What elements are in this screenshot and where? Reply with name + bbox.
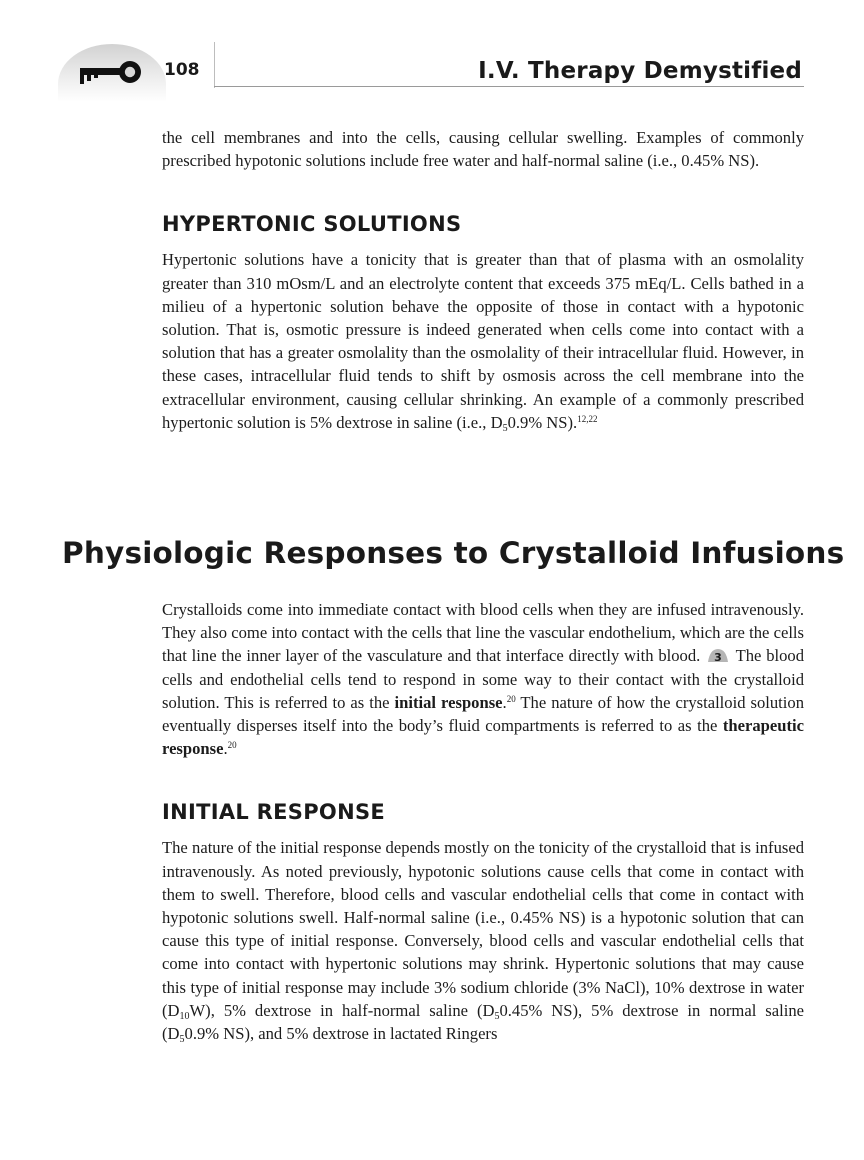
header-divider [214, 42, 215, 88]
subscript: 5 [494, 1010, 500, 1022]
subscript: 5 [502, 422, 508, 434]
hypertonic-text-end: 0.9% NS). [507, 412, 578, 432]
running-header [0, 0, 864, 110]
header-rule [214, 86, 804, 87]
page-number: 108 [164, 60, 200, 80]
marker-number: 3 [714, 651, 722, 665]
running-title: I.V. Therapy Demystified [478, 58, 802, 84]
reference-superscript: 20 [227, 740, 237, 751]
chapter-heading: Physiologic Responses to Crystalloid Infusions [62, 536, 845, 570]
reference-superscript: 12,22 [577, 413, 598, 424]
physio-paragraph: Crystalloids come into immediate contact with blood cells when they are infused intravenously. They also come into contact with the cells that line the vascular endothelium, which are the cells that line the inner layer of the vasculature and that interface directly with blood. 3 The blood cells and endothelial cells tend to respond in some way to their contact with the crystalloid solution. This is referred to as the initial response.$^{20}$ The nature of how the crystalloid solution eventually disperses itself into the body’s fluid compartments is referred to as the therapeutic response.$^{20}$ [162, 600, 804, 759]
content-top [162, 126, 804, 434]
hypertonic-paragraph [162, 248, 804, 434]
initial-text-4: 0.9% NS), and 5% dextrose in lactated Ringers [184, 1024, 498, 1044]
initial-text-2: W), 5% dextrose in half-normal saline (D [189, 1000, 495, 1020]
section-heading-initial-response: INITIAL RESPONSE [162, 800, 386, 825]
learning-marker [707, 648, 729, 665]
section-heading-hypertonic: HYPERTONIC SOLUTIONS [162, 212, 462, 237]
content-bottom [162, 598, 804, 1045]
physio-text-2: The blood cells and endothelial cells tend to respond in some way to their contact with the crystalloid solution. This is referred to as the [162, 646, 804, 712]
subscript: 10 [179, 1010, 190, 1022]
initial-text-1: The nature of the initial response depends mostly on the tonicity of the crystalloid that is infused intravenously. As noted previously, hypotonic solutions cause cells that come in contact with them to swell. Therefore, blood cells and vascular endothelial cells that come in contact with hypotonic solutions swell. Half-normal saline (i.e., 0.45% NS) is a hypotonic solution that can cause this type of initial response. Conversely, blood cells and vascular endothelial cells that come into contact with hypertonic solutions may shrink. Hypertonic solutions that may cause this type of initial response may include 3% sodium chloride (3% NaCl), 10% dextrose in water (D [162, 838, 804, 1020]
subscript: 5 [179, 1034, 185, 1046]
initial-text-3: 0.45% NS), 5% dextrose in normal saline (D [162, 1000, 804, 1044]
term-therapeutic-response: therapeutic response [162, 716, 804, 759]
hypertonic-text: Hypertonic solutions have a tonicity that is greater than that of plasma with an osmolality greater than 310 mOsm/L and an electrolyte content that exceeds 375 mEq/L. Cells bathed in a milieu of a hypertonic solution behave the opposite of those in contact with a hypotonic solution. That is, osmotic pressure is indeed generated when cells come into contact with a solution that has a greater osmolality than the osmolality of their intracellular fluid. However, in these cases, intracellular fluid tends to shift by osmosis across the cell membrane into the extracellular environment, causing cellular shrinking. An example of a commonly prescribed hypertonic solution is 5% dextrose in saline (i.e., D [162, 250, 804, 432]
physio-text-1: Crystalloids come into immediate contact with blood cells when they are infused intravenously. They also come into contact with the cells that line the vascular endothelium, which are the cells that line the inner layer of the vasculature and that interface directly with blood. [162, 600, 804, 666]
reference-superscript: 20 [506, 693, 516, 704]
key-icon [66, 58, 148, 86]
term-initial-response: initial response [394, 692, 503, 712]
physio-text-3: The nature of how the crystalloid solution eventually disperses itself into the body’s fluid compartments is referred to as the [162, 692, 804, 736]
initial-response-paragraph [162, 836, 804, 1045]
intro-paragraph: the cell membranes and into the cells, causing cellular swelling. Examples of commonly prescribed hypotonic solutions include free water and half-normal saline (i.e., 0.45% NS). [162, 128, 804, 171]
